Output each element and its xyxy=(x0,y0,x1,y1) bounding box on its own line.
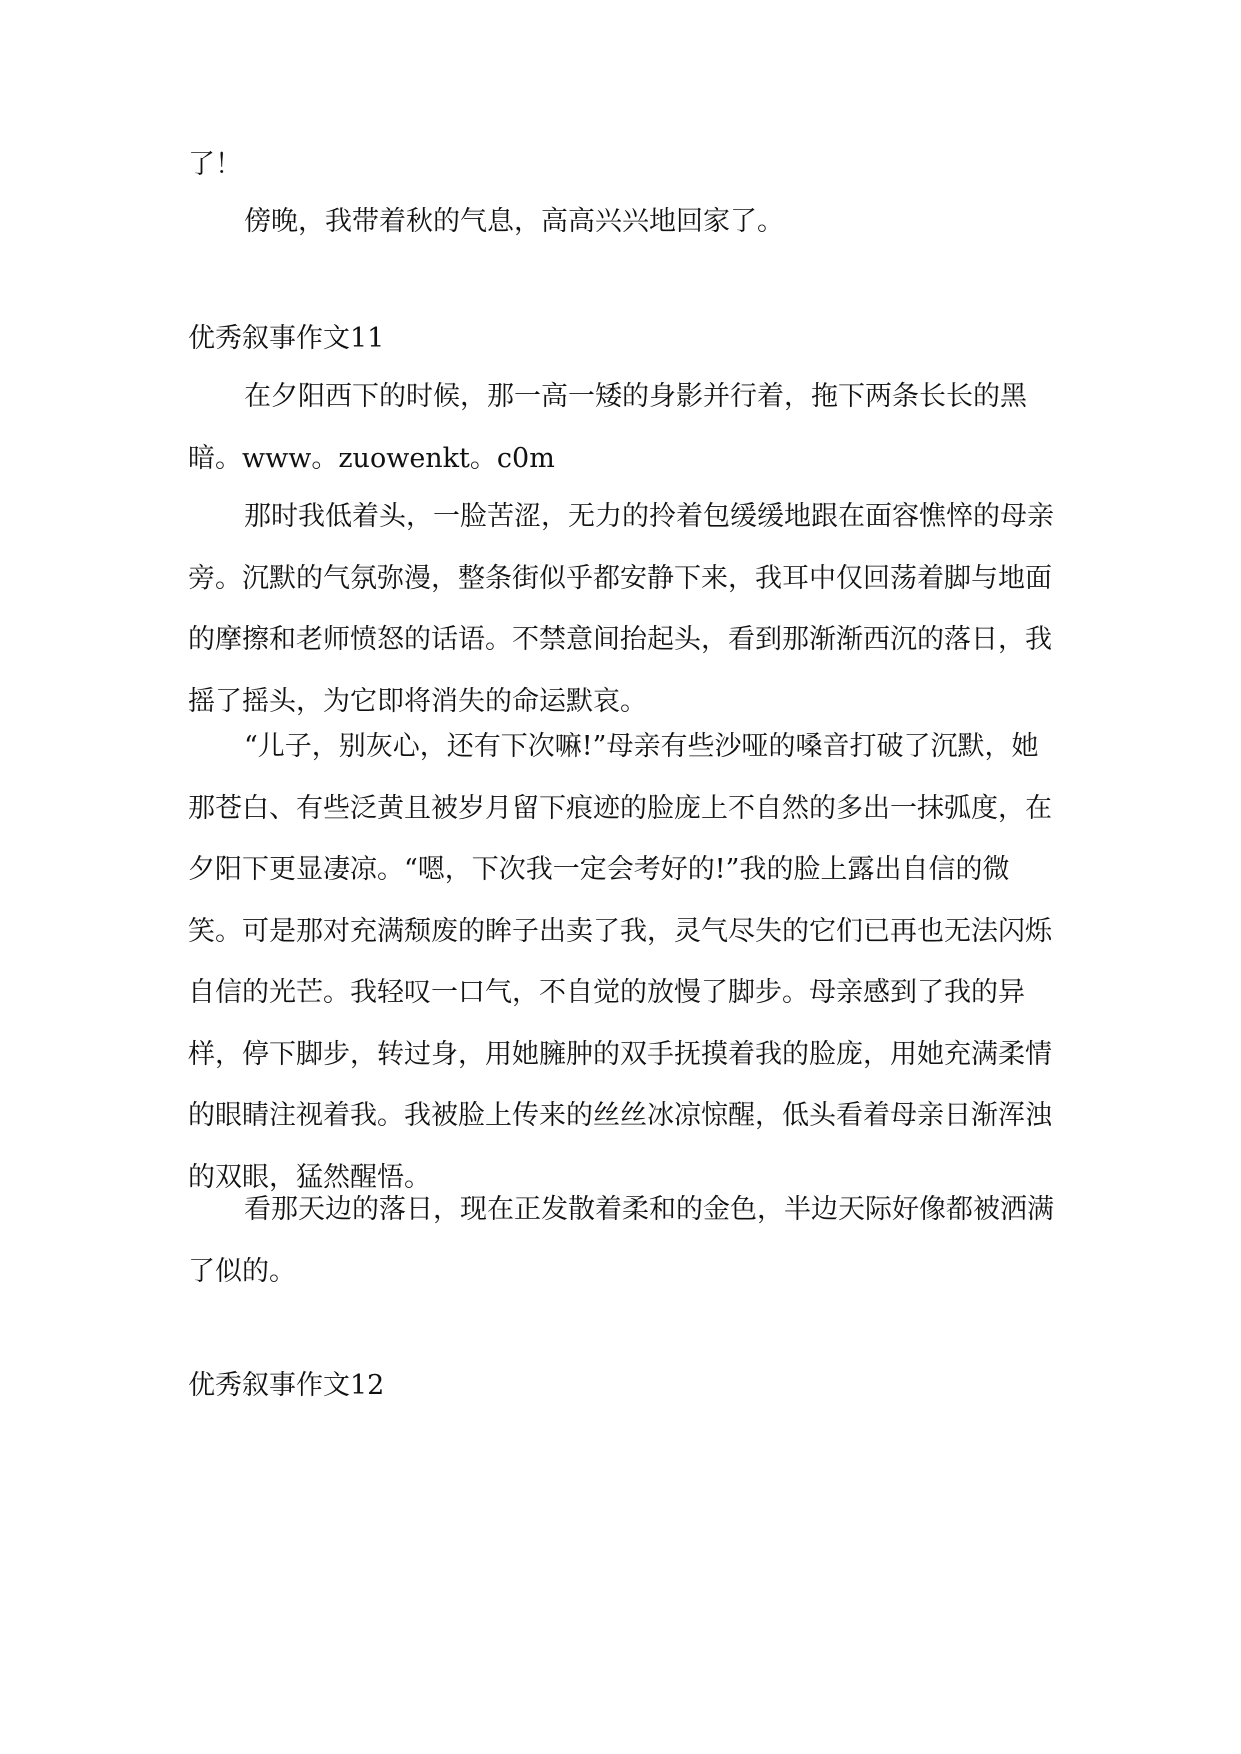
essay-11-paragraph-3: “儿子，别灰心，还有下次嘛!”母亲有些沙哑的嗓音打破了沉默，她那苍白、有些泛黄且被岁月留下痕迹的脸庞上不自然的多出一抹弧度，在夕阳下更显凄凉。“嗯，下次我一定会考好的!”我的脸上露出自信的微笑。可是那对充满颓废的眸子出卖了我，灵气尽失的它们已再也无法闪烁自信的光芒。我轻叹一口气，不自觉的放慢了脚步。母亲感到了我的异样，停下脚步，转过身，用她臃肿的双手抚摸着我的脸庞，用她充满柔情的眼睛注视着我。我被脸上传来的丝丝冰凉惊醒，低头看着母亲日渐浑浊的双眼，猛然醒悟。 xyxy=(188,731,1052,1193)
paragraph-evening: 傍晚，我带着秋的气息，高高兴兴地回家了。 xyxy=(244,206,784,237)
essay-11-title: 优秀叙事作文11 xyxy=(188,323,385,354)
essay-11-paragraph-1: 在夕阳西下的时候，那一高一矮的身影并行着，拖下两条长长的黑暗。www。zuowenkt。c0m xyxy=(188,381,1027,474)
paragraph-continuation: 了！ xyxy=(188,149,242,180)
essay-11-paragraph-4: 看那天边的落日，现在正发散着柔和的金色，半边天际好像都被洒满了似的。 xyxy=(188,1194,1054,1287)
essay-11-paragraph-2: 那时我低着头，一脸苦涩，无力的拎着包缓缓地跟在面容憔悴的母亲旁。沉默的气氛弥漫，整条街似乎都安静下来，我耳中仅回荡着脚与地面的摩擦和老师愤怒的话语。不禁意间抬起头，看到那渐渐西沉的落日，我摇了摇头，为它即将消失的命运默哀。 xyxy=(188,501,1054,717)
essay-12-title: 优秀叙事作文12 xyxy=(188,1370,385,1401)
